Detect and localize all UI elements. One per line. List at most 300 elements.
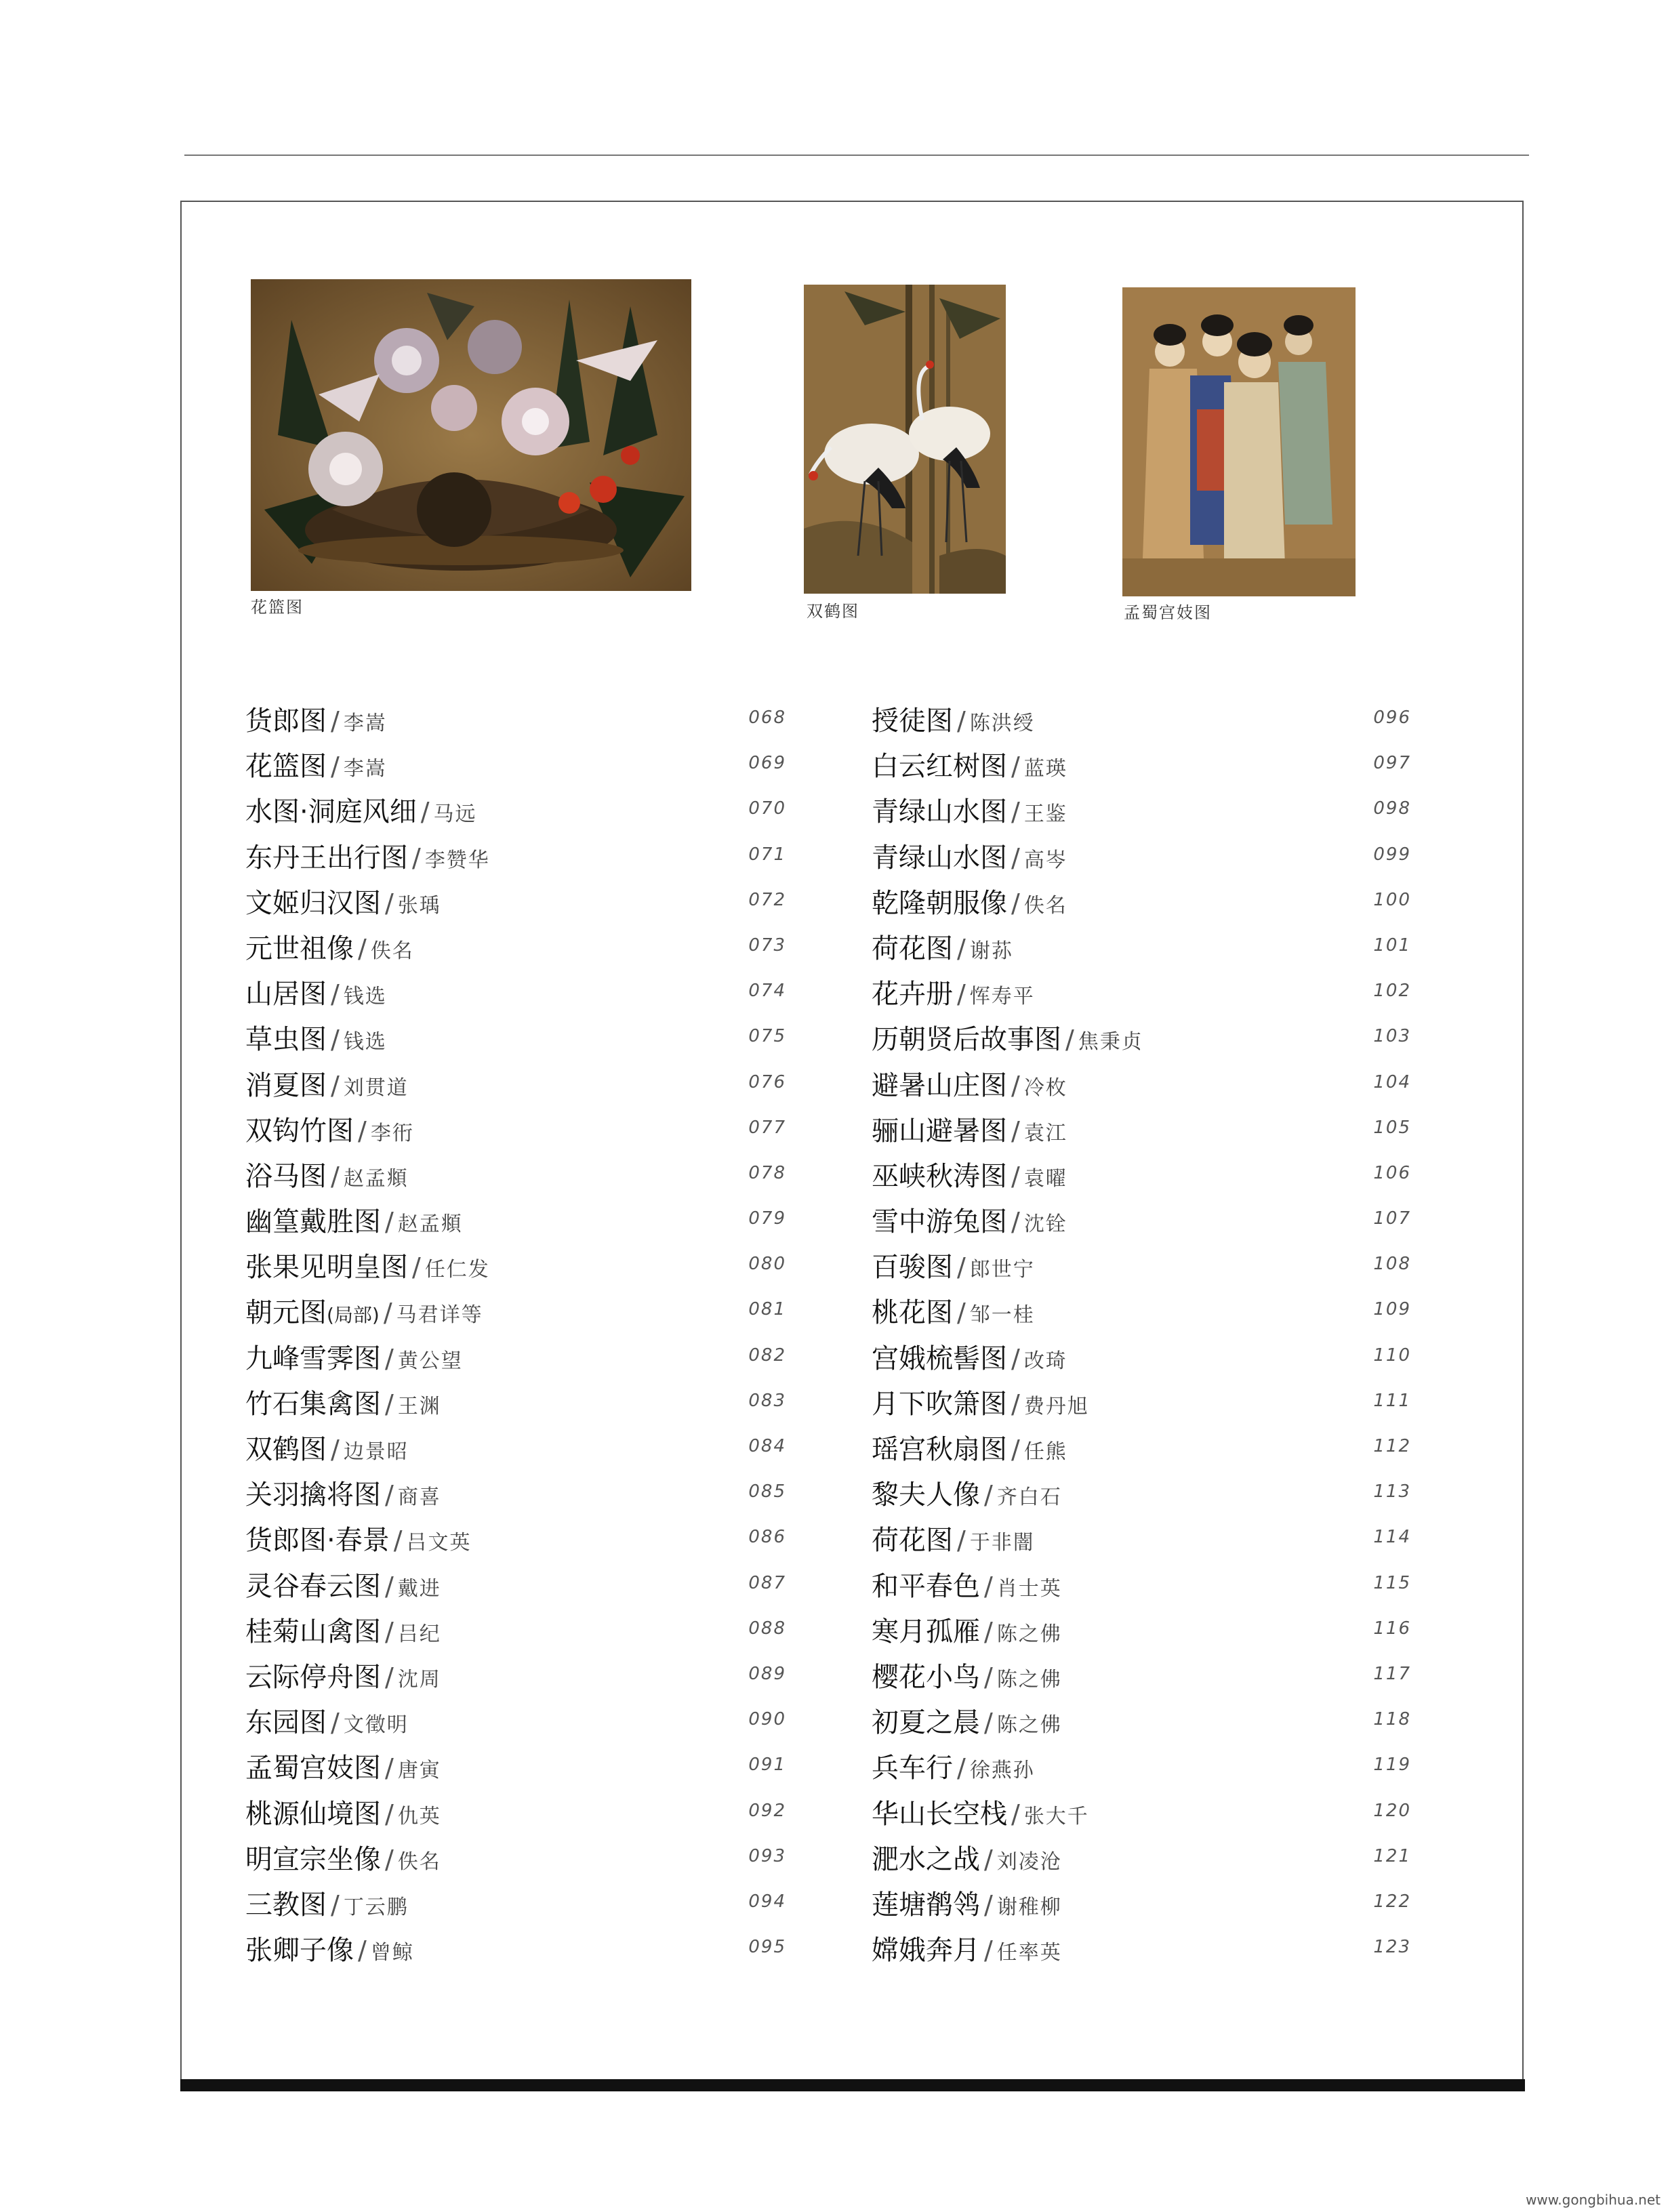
slash-separator: / bbox=[358, 1936, 367, 1966]
painting-artist: 谢稚柳 bbox=[996, 1895, 1062, 1919]
slash-separator: / bbox=[1011, 1207, 1020, 1237]
painting-artist: 钱选 bbox=[343, 985, 387, 1009]
painting-artist: 王渊 bbox=[397, 1394, 441, 1418]
toc-entry-title bbox=[872, 1382, 1089, 1421]
painting-artist: 李嵩 bbox=[343, 757, 387, 781]
page-number: 100 bbox=[1373, 889, 1411, 910]
toc-entry-title bbox=[872, 1246, 1035, 1284]
flower-basket-painting bbox=[251, 279, 691, 591]
toc-entry[interactable] bbox=[245, 1700, 786, 1745]
toc-entry[interactable] bbox=[872, 1563, 1411, 1609]
toc-entry-title bbox=[245, 1746, 441, 1785]
painting-artist: 齐白石 bbox=[996, 1486, 1062, 1510]
page-number: 087 bbox=[748, 1572, 786, 1593]
toc-entry[interactable] bbox=[872, 1882, 1411, 1927]
toc-entry[interactable] bbox=[872, 1791, 1411, 1837]
slash-separator: / bbox=[331, 1435, 340, 1465]
painting-title: 桃花图 bbox=[872, 1297, 953, 1329]
toc-entry[interactable] bbox=[245, 1427, 786, 1472]
slash-separator: / bbox=[1011, 1389, 1020, 1419]
painting-artist: 赵孟頫 bbox=[343, 1166, 409, 1191]
toc-entry-title bbox=[245, 1337, 463, 1376]
slash-separator: / bbox=[957, 1298, 966, 1328]
toc-entry-title bbox=[872, 745, 1067, 783]
page-number: 107 bbox=[1373, 1208, 1411, 1229]
toc-entry[interactable] bbox=[872, 1017, 1411, 1062]
painting-artist: 钱选 bbox=[343, 1030, 387, 1054]
slash-separator: / bbox=[331, 1889, 340, 1920]
painting-artist: 丁云鹏 bbox=[343, 1895, 409, 1919]
painting-artist: 曾鲸 bbox=[370, 1941, 414, 1965]
toc-entry[interactable] bbox=[872, 1927, 1411, 1973]
toc-entry[interactable] bbox=[245, 880, 786, 926]
page-number: 094 bbox=[748, 1891, 786, 1912]
page-number: 081 bbox=[748, 1299, 786, 1320]
toc-entry-title bbox=[245, 1929, 414, 1967]
toc-entry[interactable] bbox=[872, 1427, 1411, 1472]
page-number: 104 bbox=[1373, 1071, 1411, 1092]
painting-artist: 费丹旭 bbox=[1023, 1394, 1089, 1418]
toc-entry-title bbox=[245, 1610, 441, 1649]
toc-entry[interactable] bbox=[245, 1199, 786, 1244]
slash-separator: / bbox=[385, 1844, 394, 1875]
painting-title: 兵车行 bbox=[872, 1753, 953, 1784]
slash-separator: / bbox=[957, 979, 966, 1010]
painting-title: 张果见明皇图 bbox=[245, 1252, 408, 1284]
page-number: 076 bbox=[748, 1071, 786, 1092]
toc-entry-title bbox=[872, 1428, 1067, 1467]
painting-title: 桃源仙境图 bbox=[245, 1798, 381, 1830]
slash-separator: / bbox=[331, 1708, 340, 1738]
caption-flower-basket: 花篮图 bbox=[251, 598, 304, 617]
toc-entry[interactable] bbox=[245, 1837, 786, 1882]
slash-separator: / bbox=[984, 1844, 993, 1875]
painting-title: 华山长空栈 bbox=[872, 1798, 1007, 1830]
toc-entry[interactable] bbox=[245, 1791, 786, 1837]
court-ladies-image bbox=[1122, 287, 1356, 596]
page-number: 103 bbox=[1373, 1026, 1411, 1047]
flower-basket-image bbox=[251, 279, 691, 591]
slash-separator: / bbox=[1011, 752, 1020, 782]
painting-artist: 任仁发 bbox=[424, 1258, 490, 1282]
toc-entry[interactable] bbox=[872, 1336, 1411, 1381]
painting-artist: 谢荪 bbox=[969, 939, 1013, 963]
toc-entry-title bbox=[872, 1018, 1143, 1057]
toc-entry-title bbox=[245, 1565, 441, 1603]
toc-entry[interactable] bbox=[872, 1654, 1411, 1700]
watermark: www.gongbihua.net bbox=[1526, 2192, 1661, 2208]
painting-title: 明宣宗坐像 bbox=[245, 1843, 381, 1875]
painting-title: 嫦娥奔月 bbox=[872, 1935, 980, 1967]
slash-separator: / bbox=[984, 1480, 993, 1511]
painting-title: 骊山避暑图 bbox=[872, 1115, 1007, 1147]
painting-title: 白云红树图 bbox=[872, 751, 1007, 783]
slash-separator: / bbox=[331, 1161, 340, 1191]
toc-entry[interactable] bbox=[245, 1927, 786, 1973]
toc-entry[interactable] bbox=[245, 1882, 786, 1927]
toc-entry[interactable] bbox=[245, 1563, 786, 1609]
toc-entry-title bbox=[872, 836, 1067, 875]
slash-separator: / bbox=[331, 979, 340, 1010]
toc-entry[interactable] bbox=[872, 835, 1411, 880]
toc-entry[interactable] bbox=[245, 1381, 786, 1427]
toc-entry-title bbox=[245, 1155, 409, 1193]
painting-artist: 张大千 bbox=[1023, 1804, 1089, 1828]
toc-entry-title bbox=[872, 1565, 1062, 1603]
slash-separator: / bbox=[1011, 1343, 1020, 1374]
toc-entry-title bbox=[245, 1473, 441, 1512]
top-rule bbox=[184, 155, 1529, 156]
caption-cranes: 双鹤图 bbox=[807, 602, 859, 621]
painting-title: 九峰雪霁图 bbox=[245, 1343, 381, 1374]
toc-entry[interactable] bbox=[245, 1290, 786, 1335]
toc-entry-title bbox=[872, 790, 1067, 829]
page-number: 114 bbox=[1373, 1527, 1411, 1548]
painting-title: 百骏图 bbox=[872, 1252, 953, 1284]
painting-artist: 马远 bbox=[433, 802, 477, 827]
toc-entry[interactable] bbox=[245, 971, 786, 1017]
toc-entry[interactable] bbox=[245, 698, 786, 743]
page-number: 105 bbox=[1373, 1117, 1411, 1138]
painting-artist: 沈周 bbox=[397, 1667, 441, 1692]
slash-separator: / bbox=[385, 1616, 394, 1647]
toc-entry-title bbox=[872, 1929, 1062, 1967]
painting-title: 青绿山水图 bbox=[872, 842, 1007, 874]
page-number: 115 bbox=[1373, 1572, 1411, 1593]
painting-artist: 陈之佛 bbox=[996, 1713, 1062, 1738]
toc-entry[interactable] bbox=[245, 1063, 786, 1108]
slash-separator: / bbox=[984, 1616, 993, 1647]
painting-title: 元世祖像 bbox=[245, 933, 354, 964]
painting-title: 寒月孤雁 bbox=[872, 1616, 980, 1647]
painting-artist: 袁曜 bbox=[1023, 1166, 1067, 1191]
painting-artist: 李衎 bbox=[370, 1121, 414, 1145]
page-number: 097 bbox=[1373, 753, 1411, 774]
painting-title: 历朝贤后故事图 bbox=[872, 1024, 1061, 1056]
painting-artist: 边景昭 bbox=[343, 1440, 409, 1464]
toc-entry-title bbox=[245, 927, 414, 966]
painting-artist: 徐燕孙 bbox=[969, 1759, 1035, 1783]
page-number: 072 bbox=[748, 889, 786, 910]
toc-entry[interactable] bbox=[872, 1517, 1411, 1563]
slash-separator: / bbox=[984, 1936, 993, 1966]
toc-entry[interactable] bbox=[245, 926, 786, 971]
slash-separator: / bbox=[420, 797, 430, 827]
painting-artist: 郎世宁 bbox=[969, 1258, 1035, 1282]
painting-artist: 冷枚 bbox=[1023, 1076, 1067, 1100]
toc-entry-title bbox=[245, 1701, 409, 1740]
painting-title: 月下吹箫图 bbox=[872, 1388, 1007, 1420]
caption-court-ladies: 孟蜀宫妓图 bbox=[1124, 603, 1212, 622]
painting-title: 文姬归汉图 bbox=[245, 887, 381, 919]
painting-artist: 马君详等 bbox=[396, 1303, 483, 1328]
toc-entry-title bbox=[872, 1337, 1067, 1376]
toc-entry[interactable] bbox=[872, 971, 1411, 1017]
toc-entry-title bbox=[872, 1155, 1067, 1193]
page-number: 093 bbox=[748, 1845, 786, 1866]
slash-separator: / bbox=[1011, 1799, 1020, 1829]
page-number: 071 bbox=[748, 844, 786, 865]
slash-separator: / bbox=[984, 1662, 993, 1692]
toc-entry[interactable] bbox=[872, 1472, 1411, 1517]
toc-entry[interactable] bbox=[872, 1108, 1411, 1153]
painting-title: 浴马图 bbox=[245, 1160, 327, 1192]
slash-separator: / bbox=[1011, 1435, 1020, 1465]
painting-title: 双钩竹图 bbox=[245, 1115, 354, 1147]
painting-artist: 李嵩 bbox=[343, 712, 387, 735]
painting-artist: 刘凌沧 bbox=[996, 1849, 1062, 1874]
painting-title: 东丹王出行图 bbox=[245, 842, 408, 874]
painting-artist: 高岑 bbox=[1023, 848, 1067, 872]
slash-separator: / bbox=[385, 1799, 394, 1829]
toc-entry-title bbox=[872, 1793, 1089, 1831]
toc-entry[interactable] bbox=[245, 835, 786, 880]
page-number: 084 bbox=[748, 1436, 786, 1456]
painting-artist: 任率英 bbox=[996, 1941, 1062, 1965]
slash-separator: / bbox=[385, 1389, 394, 1419]
page-number: 108 bbox=[1373, 1254, 1411, 1275]
painting-artist: 刘贯道 bbox=[343, 1076, 409, 1100]
page-number: 069 bbox=[748, 753, 786, 774]
toc-entry[interactable] bbox=[245, 1336, 786, 1381]
toc-entry[interactable] bbox=[872, 1199, 1411, 1244]
slash-separator: / bbox=[358, 933, 367, 964]
painting-title: 宫娥梳髻图 bbox=[872, 1343, 1007, 1374]
painting-title: 青绿山水图 bbox=[872, 796, 1007, 828]
painting-artist: 陈之佛 bbox=[996, 1622, 1062, 1646]
painting-title: 三教图 bbox=[245, 1889, 327, 1921]
painting-title: 水图·洞庭风细 bbox=[245, 796, 417, 828]
page-number: 089 bbox=[748, 1663, 786, 1684]
toc-entry[interactable] bbox=[245, 789, 786, 834]
slash-separator: / bbox=[957, 933, 966, 964]
page-number: 075 bbox=[748, 1026, 786, 1047]
toc-entry[interactable] bbox=[245, 1472, 786, 1517]
painting-title: 淝水之战 bbox=[872, 1843, 980, 1875]
toc-entry-title bbox=[245, 836, 490, 875]
toc-left-column bbox=[245, 698, 786, 1973]
cranes-painting bbox=[804, 285, 1006, 594]
page-number: 095 bbox=[748, 1937, 786, 1958]
page-number: 083 bbox=[748, 1390, 786, 1411]
slash-separator: / bbox=[383, 1298, 392, 1328]
page-number: 106 bbox=[1373, 1162, 1411, 1183]
slash-separator: / bbox=[1011, 842, 1020, 873]
toc-entry[interactable] bbox=[872, 743, 1411, 789]
toc-entry[interactable] bbox=[245, 1017, 786, 1062]
page-number: 096 bbox=[1373, 708, 1411, 728]
toc-entry[interactable] bbox=[245, 1244, 786, 1290]
page-number: 098 bbox=[1373, 798, 1411, 819]
toc-entry-title bbox=[872, 972, 1035, 1011]
slash-separator: / bbox=[957, 1252, 966, 1283]
toc-entry-title bbox=[872, 1656, 1062, 1694]
slash-separator: / bbox=[358, 1115, 367, 1146]
toc-entry-title bbox=[245, 972, 387, 1011]
painting-title: 花卉册 bbox=[872, 979, 953, 1010]
painting-artist: 陈洪绶 bbox=[969, 712, 1035, 735]
slash-separator: / bbox=[385, 1343, 394, 1374]
painting-title: 乾隆朝服像 bbox=[872, 887, 1007, 919]
page-number: 121 bbox=[1373, 1845, 1411, 1866]
painting-artist: 张瑀 bbox=[397, 893, 441, 918]
toc-entry[interactable] bbox=[872, 1700, 1411, 1745]
painting-title: 张卿子像 bbox=[245, 1935, 354, 1967]
page-number: 082 bbox=[748, 1345, 786, 1366]
page-number: 088 bbox=[748, 1618, 786, 1639]
painting-title: 荷花图 bbox=[872, 933, 953, 964]
toc-entry-title bbox=[245, 1428, 409, 1467]
painting-artist: 蓝瑛 bbox=[1023, 757, 1067, 781]
toc-entry-title bbox=[872, 927, 1013, 966]
painting-artist: 恽寿平 bbox=[969, 985, 1035, 1009]
toc-entry-title bbox=[872, 1746, 1035, 1785]
toc-entry[interactable] bbox=[245, 1517, 786, 1563]
toc-entry-title bbox=[245, 699, 387, 738]
painting-artist: 佚名 bbox=[370, 939, 414, 963]
painting-artist: 戴进 bbox=[397, 1576, 441, 1601]
toc-entry[interactable] bbox=[245, 743, 786, 789]
painting-title: 桂菊山禽图 bbox=[245, 1616, 381, 1647]
painting-title: 避暑山庄图 bbox=[872, 1069, 1007, 1101]
painting-title: 花篮图 bbox=[245, 751, 327, 783]
toc-entry[interactable] bbox=[872, 1609, 1411, 1654]
painting-artist: 改琦 bbox=[1023, 1349, 1067, 1373]
slash-separator: / bbox=[393, 1525, 403, 1556]
painting-title: 云际停舟图 bbox=[245, 1661, 381, 1693]
painting-title: 巫峡秋涛图 bbox=[872, 1160, 1007, 1192]
toc-entry[interactable] bbox=[872, 1244, 1411, 1290]
painting-artist: 赵孟頫 bbox=[397, 1212, 463, 1237]
toc-entry[interactable] bbox=[245, 1108, 786, 1153]
slash-separator: / bbox=[1011, 888, 1020, 918]
painting-title: 竹石集禽图 bbox=[245, 1388, 381, 1420]
page-number: 113 bbox=[1373, 1481, 1411, 1502]
painting-artist: 任熊 bbox=[1023, 1440, 1067, 1464]
page-number: 086 bbox=[748, 1527, 786, 1548]
toc-entry-title bbox=[245, 1838, 441, 1877]
page-number: 078 bbox=[748, 1162, 786, 1183]
painting-artist: 文徵明 bbox=[343, 1713, 409, 1738]
slash-separator: / bbox=[1011, 1115, 1020, 1146]
page-number: 092 bbox=[748, 1800, 786, 1821]
toc-entry-title bbox=[245, 1018, 387, 1057]
page-number: 091 bbox=[748, 1755, 786, 1776]
toc-entry[interactable] bbox=[872, 698, 1411, 743]
toc-entry-title bbox=[872, 1883, 1062, 1922]
page-number: 085 bbox=[748, 1481, 786, 1502]
toc-entry[interactable] bbox=[872, 1745, 1411, 1790]
page-number: 074 bbox=[748, 981, 786, 1002]
page-number: 111 bbox=[1373, 1390, 1411, 1411]
painting-artist: 黄公望 bbox=[397, 1349, 463, 1373]
page-number: 099 bbox=[1373, 844, 1411, 865]
slash-separator: / bbox=[984, 1708, 993, 1738]
toc-entry-title bbox=[245, 1656, 441, 1694]
slash-separator: / bbox=[385, 1571, 394, 1601]
page-number: 120 bbox=[1373, 1800, 1411, 1821]
painting-title: 朝元图 bbox=[245, 1297, 327, 1329]
court-ladies-painting bbox=[1122, 287, 1356, 596]
painting-artist: 邹一桂 bbox=[969, 1303, 1035, 1328]
page-number: 119 bbox=[1373, 1755, 1411, 1776]
slash-separator: / bbox=[957, 706, 966, 736]
page-number: 101 bbox=[1373, 935, 1411, 956]
toc-entry-title bbox=[872, 1610, 1062, 1649]
painting-title: 山居图 bbox=[245, 979, 327, 1010]
toc-entry-title bbox=[245, 882, 441, 920]
toc-entry-title bbox=[872, 1473, 1062, 1512]
toc-entry[interactable] bbox=[245, 1745, 786, 1790]
painting-title: 初夏之晨 bbox=[872, 1707, 980, 1739]
painting-artist: 李赞华 bbox=[424, 848, 490, 872]
slash-separator: / bbox=[957, 1525, 966, 1556]
slash-separator: / bbox=[385, 1753, 394, 1784]
slash-separator: / bbox=[1011, 1161, 1020, 1191]
slash-separator: / bbox=[1011, 1070, 1020, 1101]
toc-entry[interactable] bbox=[245, 1153, 786, 1199]
toc-entry-title bbox=[245, 1109, 414, 1148]
toc-entry[interactable] bbox=[245, 1654, 786, 1700]
slash-separator: / bbox=[385, 1662, 394, 1692]
page-number: 112 bbox=[1373, 1436, 1411, 1456]
toc-entry[interactable] bbox=[872, 1381, 1411, 1427]
painting-title: 双鹤图 bbox=[245, 1434, 327, 1465]
toc-entry[interactable] bbox=[872, 926, 1411, 971]
painting-artist: 于非闇 bbox=[969, 1531, 1035, 1555]
toc-entry[interactable] bbox=[245, 1609, 786, 1654]
toc-entry[interactable] bbox=[872, 1290, 1411, 1335]
toc-entry-title bbox=[872, 1701, 1062, 1740]
painting-title: 和平春色 bbox=[872, 1570, 980, 1602]
toc-entry-title bbox=[872, 882, 1067, 920]
page-number: 116 bbox=[1373, 1618, 1411, 1639]
toc-entry-title bbox=[872, 1838, 1062, 1877]
toc-entry[interactable] bbox=[872, 1063, 1411, 1108]
slash-separator: / bbox=[1011, 797, 1020, 827]
painting-artist: 仇英 bbox=[397, 1804, 441, 1828]
toc-entry-title bbox=[872, 1064, 1067, 1103]
painting-artist: 吕纪 bbox=[397, 1622, 441, 1646]
painting-title: 莲塘鹡鸰 bbox=[872, 1889, 980, 1921]
painting-artist: 肖士英 bbox=[996, 1576, 1062, 1601]
toc-entry-title bbox=[245, 1291, 483, 1330]
painting-title: 授徒图 bbox=[872, 705, 953, 737]
slash-separator: / bbox=[957, 1753, 966, 1784]
toc-entry-title bbox=[872, 1200, 1067, 1239]
painting-artist: 陈之佛 bbox=[996, 1667, 1062, 1692]
painting-title: 消夏图 bbox=[245, 1069, 327, 1101]
painting-title: 孟蜀宫妓图 bbox=[245, 1753, 381, 1784]
slash-separator: / bbox=[331, 1070, 340, 1101]
painting-title: 幽篁戴胜图 bbox=[245, 1206, 381, 1238]
painting-artist: 佚名 bbox=[1023, 893, 1067, 918]
painting-title: 樱花小鸟 bbox=[872, 1661, 980, 1693]
slash-separator: / bbox=[331, 752, 340, 782]
toc-entry-title bbox=[245, 1793, 441, 1831]
toc-entry[interactable] bbox=[872, 789, 1411, 834]
painting-artist: 袁江 bbox=[1023, 1121, 1067, 1145]
toc-entry[interactable] bbox=[872, 1153, 1411, 1199]
page-number: 110 bbox=[1373, 1345, 1411, 1366]
toc-entry[interactable] bbox=[872, 880, 1411, 926]
toc-entry-title bbox=[245, 1064, 409, 1103]
toc-entry-title bbox=[872, 1109, 1067, 1148]
toc-entry[interactable] bbox=[872, 1837, 1411, 1882]
page-number: 109 bbox=[1373, 1299, 1411, 1320]
page-number: 102 bbox=[1373, 981, 1411, 1002]
painting-artist: 商喜 bbox=[397, 1486, 441, 1510]
